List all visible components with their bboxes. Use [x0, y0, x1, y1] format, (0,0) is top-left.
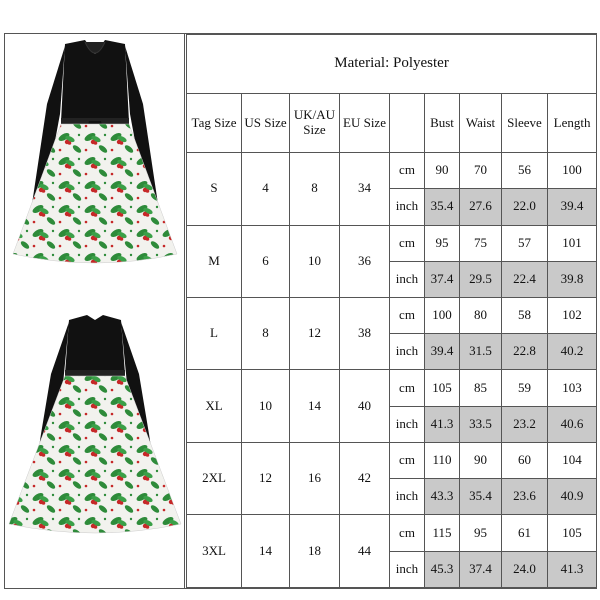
table-row-cm: [187, 515, 597, 551]
sleeve-inch-cell: 23.2: [502, 406, 548, 442]
length-inch-cell: 40.2: [548, 334, 597, 370]
us-size-cell: 10: [242, 370, 290, 442]
waist-inch-cell: 29.5: [460, 261, 502, 297]
sleeve-inch-cell: 22.8: [502, 334, 548, 370]
eu-size-cell: 40: [340, 370, 390, 442]
tag-size-cell: L: [187, 297, 242, 369]
unit-inch-label: inch: [390, 551, 425, 587]
tag-size-cell: 2XL: [187, 442, 242, 514]
length-inch-cell: 41.3: [548, 551, 597, 587]
eu-size-cell: 42: [340, 442, 390, 514]
bust-cm-cell: 110: [425, 442, 460, 478]
waist-inch-cell: 31.5: [460, 334, 502, 370]
header-us-size: US Size: [242, 94, 290, 153]
eu-size-cell: 38: [340, 297, 390, 369]
length-cm-cell: 104: [548, 442, 597, 478]
length-inch-cell: 39.8: [548, 261, 597, 297]
waist-inch-cell: 37.4: [460, 551, 502, 587]
unit-cm-label: cm: [390, 442, 425, 478]
waist-cm-cell: 80: [460, 297, 502, 333]
table-row-cm: [187, 442, 597, 478]
table-row-cm: [187, 225, 597, 261]
unit-inch-label: inch: [390, 406, 425, 442]
ukau-size-cell: 10: [290, 225, 340, 297]
unit-cm-label: cm: [390, 515, 425, 551]
sleeve-cm-cell: 57: [502, 225, 548, 261]
us-size-cell: 14: [242, 515, 290, 588]
waist-cm-cell: 70: [460, 153, 502, 189]
sleeve-inch-cell: 22.4: [502, 261, 548, 297]
header-row: [187, 94, 597, 153]
header-unit: [390, 94, 425, 153]
tag-size-cell: M: [187, 225, 242, 297]
bust-inch-cell: 37.4: [425, 261, 460, 297]
eu-size-cell: 36: [340, 225, 390, 297]
material-title: Material: Polyester: [187, 35, 597, 94]
us-size-cell: 8: [242, 297, 290, 369]
sleeve-cm-cell: 61: [502, 515, 548, 551]
eu-size-cell: 34: [340, 153, 390, 225]
us-size-cell: 6: [242, 225, 290, 297]
header-length: Length: [548, 94, 597, 153]
sleeve-inch-cell: 22.0: [502, 189, 548, 225]
us-size-cell: 4: [242, 153, 290, 225]
bust-inch-cell: 43.3: [425, 479, 460, 515]
length-cm-cell: 103: [548, 370, 597, 406]
ukau-size-cell: 8: [290, 153, 340, 225]
size-rows: [187, 153, 597, 588]
unit-inch-label: inch: [390, 189, 425, 225]
bust-cm-cell: 90: [425, 153, 460, 189]
table-row-cm: [187, 153, 597, 189]
sleeve-inch-cell: 23.6: [502, 479, 548, 515]
size-table: [186, 34, 597, 588]
ukau-size-cell: 14: [290, 370, 340, 442]
unit-inch-label: inch: [390, 261, 425, 297]
length-cm-cell: 105: [548, 515, 597, 551]
tag-size-cell: XL: [187, 370, 242, 442]
dress-front-image: [13, 40, 177, 263]
waist-cm-cell: 85: [460, 370, 502, 406]
length-cm-cell: 100: [548, 153, 597, 189]
bust-cm-cell: 95: [425, 225, 460, 261]
dress-illustrations: [5, 34, 185, 588]
waist-inch-cell: 33.5: [460, 406, 502, 442]
header-bust: Bust: [425, 94, 460, 153]
ukau-size-cell: 16: [290, 442, 340, 514]
header-waist: Waist: [460, 94, 502, 153]
ukau-size-cell: 12: [290, 297, 340, 369]
table-row-cm: [187, 370, 597, 406]
bust-cm-cell: 115: [425, 515, 460, 551]
bust-inch-cell: 41.3: [425, 406, 460, 442]
unit-inch-label: inch: [390, 334, 425, 370]
unit-cm-label: cm: [390, 153, 425, 189]
ukau-size-cell: 18: [290, 515, 340, 588]
tag-size-cell: 3XL: [187, 515, 242, 588]
waist-cm-cell: 75: [460, 225, 502, 261]
unit-inch-label: inch: [390, 479, 425, 515]
sleeve-cm-cell: 60: [502, 442, 548, 478]
product-photos: [5, 34, 185, 588]
bust-cm-cell: 100: [425, 297, 460, 333]
sleeve-cm-cell: 59: [502, 370, 548, 406]
header-tag-size: Tag Size: [187, 94, 242, 153]
waist-cm-cell: 95: [460, 515, 502, 551]
waist-cm-cell: 90: [460, 442, 502, 478]
waist-inch-cell: 35.4: [460, 479, 502, 515]
tag-size-cell: S: [187, 153, 242, 225]
header-eu-size: EU Size: [340, 94, 390, 153]
unit-cm-label: cm: [390, 370, 425, 406]
sleeve-cm-cell: 56: [502, 153, 548, 189]
dress-back-image: [9, 315, 181, 533]
table-row-cm: [187, 297, 597, 333]
length-inch-cell: 39.4: [548, 189, 597, 225]
length-inch-cell: 40.6: [548, 406, 597, 442]
unit-cm-label: cm: [390, 297, 425, 333]
sleeve-inch-cell: 24.0: [502, 551, 548, 587]
waist-inch-cell: 27.6: [460, 189, 502, 225]
header-sleeve: Sleeve: [502, 94, 548, 153]
length-inch-cell: 40.9: [548, 479, 597, 515]
bust-inch-cell: 39.4: [425, 334, 460, 370]
bust-inch-cell: 35.4: [425, 189, 460, 225]
bust-cm-cell: 105: [425, 370, 460, 406]
eu-size-cell: 44: [340, 515, 390, 588]
bust-inch-cell: 45.3: [425, 551, 460, 587]
length-cm-cell: 101: [548, 225, 597, 261]
header-ukau-size: UK/AU Size: [290, 94, 340, 153]
sleeve-cm-cell: 58: [502, 297, 548, 333]
unit-cm-label: cm: [390, 225, 425, 261]
length-cm-cell: 102: [548, 297, 597, 333]
us-size-cell: 12: [242, 442, 290, 514]
